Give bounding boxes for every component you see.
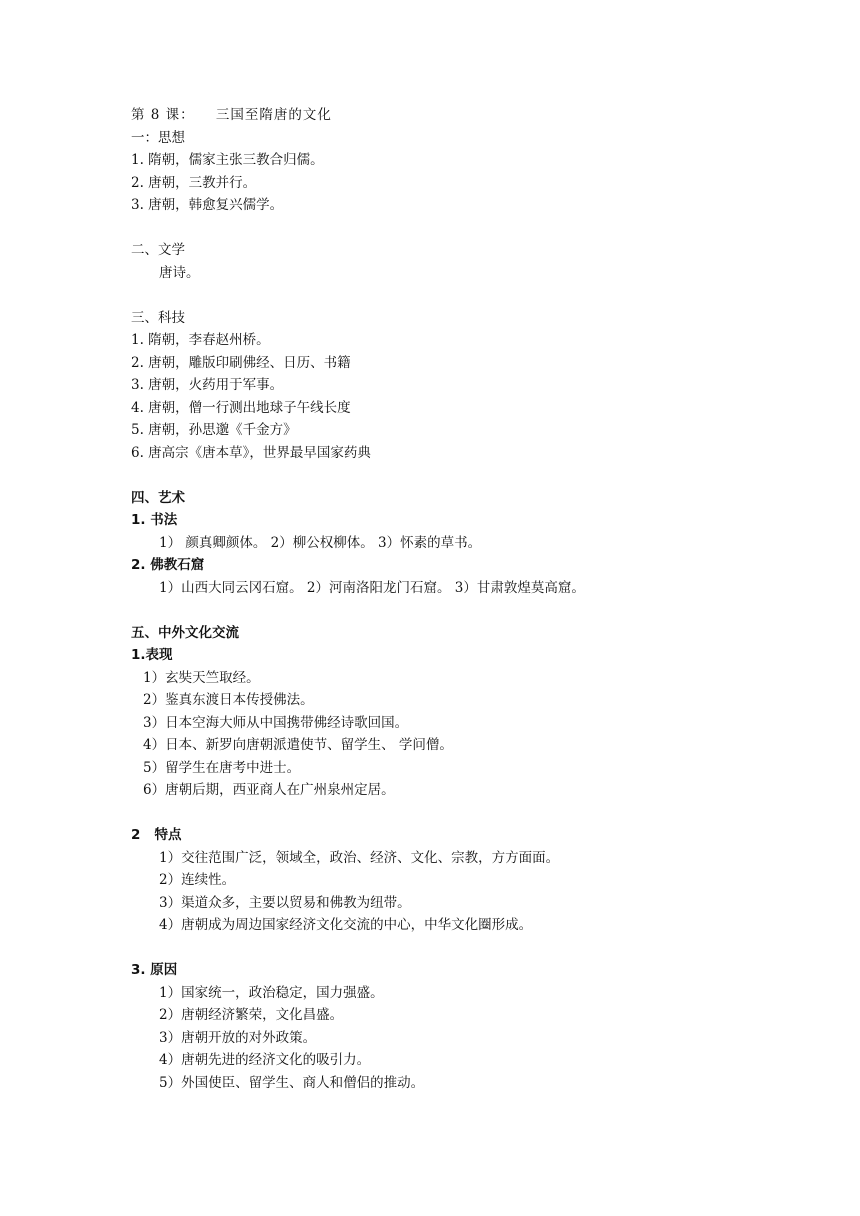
list-item: 1. 隋朝，儒家主张三教合归儒。 <box>131 152 324 168</box>
lesson-name: 三国至隋唐的文化 <box>215 107 332 123</box>
list-item: 2. 唐朝，三教并行。 <box>131 174 257 191</box>
list-item: 3）渠道众多，主要以贸易和佛教为纽带。 <box>159 894 411 911</box>
subheading-reasons: 3. 原因 <box>131 962 178 978</box>
list-item: 4）日本、新罗向唐朝派遣使节、留学生、 学问僧。 <box>143 737 453 753</box>
section-heading-literature: 二、文学 <box>131 242 185 258</box>
list-item: 2）连续性。 <box>159 872 236 888</box>
list-item: 3. 唐朝，火药用于军事。 <box>131 377 284 393</box>
list-item: 3）日本空海大师从中国携带佛经诗歌回国。 <box>143 714 409 731</box>
list-item: 4）唐朝成为周边国家经济文化交流的中心，中华文化圈形成。 <box>159 917 533 933</box>
section-heading-thought: 一：思想 <box>131 129 185 146</box>
list-item: 2. 唐朝，雕版印刷佛经、日历、书籍 <box>131 354 351 371</box>
section-heading-art: 四、艺术 <box>131 489 185 506</box>
list-item: 1）国家统一，政治稳定，国力强盛。 <box>159 984 384 1001</box>
list-item: 1）玄奘天竺取经。 <box>143 669 260 686</box>
list-item: 1）交往范围广泛，领域全，政治、经济、文化、宗教，方方面面。 <box>159 849 560 866</box>
section-heading-technology: 三、科技 <box>131 309 185 326</box>
subheading-manifestation: 1.表现 <box>131 647 173 663</box>
grottoes-text: 1）山西大同云冈石窟。 2）河南洛阳龙门石窟。 3）甘肃敦煌莫高窟。 <box>159 579 585 596</box>
list-item: 6）唐朝后期，西亚商人在广州泉州定居。 <box>143 782 395 798</box>
section-heading-exchange: 五、中外文化交流 <box>131 624 239 641</box>
subheading-characteristics: 2 特点 <box>131 827 182 843</box>
list-item: 3. 唐朝，韩愈复兴儒学。 <box>131 197 284 213</box>
list-item: 3）唐朝开放的对外政策。 <box>159 1029 317 1046</box>
subheading-grottoes: 2. 佛教石窟 <box>131 557 205 573</box>
list-item: 5）留学生在唐考中进士。 <box>143 759 301 776</box>
list-item: 4）唐朝先进的经济文化的吸引力。 <box>159 1052 371 1068</box>
list-item: 4. 唐朝，僧一行测出地球子午线长度 <box>131 399 351 416</box>
document-page <box>131 104 811 1094</box>
list-item: 6. 唐高宗《唐本草》，世界最早国家药典 <box>131 444 371 461</box>
calligraphy-text: 1） 颜真卿颜体。 2）柳公权柳体。 3）怀素的草书。 <box>159 534 482 551</box>
subheading-calligraphy: 1. 书法 <box>131 512 178 528</box>
list-item: 2）鉴真东渡日本传授佛法。 <box>143 692 314 708</box>
lesson-title <box>131 104 811 127</box>
list-item: 1. 隋朝，李春赵州桥。 <box>131 332 270 348</box>
list-item: 2）唐朝经济繁荣，文化昌盛。 <box>159 1007 344 1023</box>
list-item: 5. 唐朝，孙思邈《千金方》 <box>131 422 297 438</box>
list-item: 5）外国使臣、留学生、商人和僧侣的推动。 <box>159 1074 425 1091</box>
lesson-number: 第 8 课： <box>131 107 195 123</box>
literature-text: 唐诗。 <box>159 264 200 281</box>
